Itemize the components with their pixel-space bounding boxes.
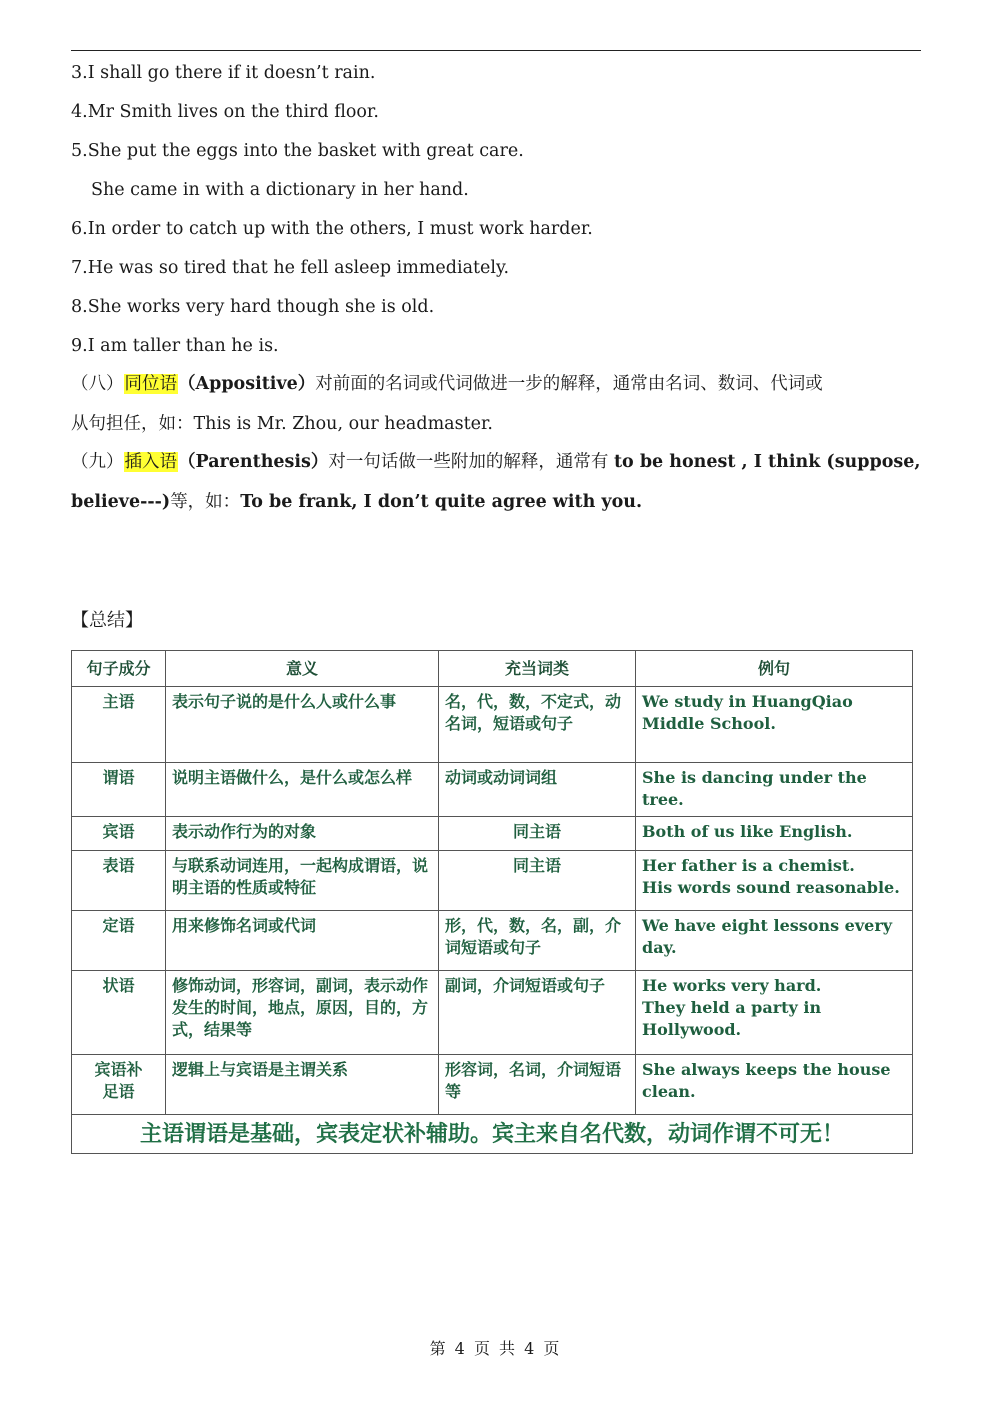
header-part: 句子成分	[72, 651, 166, 687]
table-row	[72, 911, 913, 971]
table-row	[72, 817, 913, 851]
example-cell	[636, 817, 913, 851]
meaning-cell: 逻辑上与宾语是主谓关系	[166, 1055, 439, 1115]
appositive-line	[71, 373, 823, 395]
example-cell	[636, 911, 913, 971]
table-header-row	[72, 651, 913, 687]
example-cell	[636, 1055, 913, 1115]
parenthesis-number: （九）	[71, 452, 124, 472]
parenthesis-connector: 等，如：	[170, 492, 241, 512]
sentence-part-cell: 定语	[72, 911, 166, 971]
table-row	[72, 971, 913, 1055]
word-class-cell: 形容词，名词，介词短语等	[439, 1055, 636, 1115]
sentence-part-cell: 表语	[72, 851, 166, 911]
word-class-cell: 动词或动词词组	[439, 763, 636, 817]
word-class-cell: 同主语	[439, 817, 636, 851]
parenthesis-line-2	[71, 491, 642, 513]
parenthesis-examples: to be honest , I think (suppose,	[613, 452, 921, 472]
sentence-6: 6.In order to catch up with the others, I must work harder.	[71, 219, 593, 239]
summary-title: 【总结】	[71, 610, 143, 631]
example-sentence: We have eight lessons every day.	[642, 916, 893, 957]
example-sentence: They held a party in Hollywood.	[642, 998, 822, 1039]
appositive-term: 同位语	[124, 374, 177, 394]
parenthesis-line	[71, 451, 921, 473]
example-cell	[636, 687, 913, 763]
meaning-cell: 修饰动词，形容词，副词，表示动作发生的时间，地点，原因，目的，方式，结果等	[166, 971, 439, 1055]
sentence-7: 7.He was so tired that he fell asleep immediately.	[71, 258, 510, 278]
parenthesis-believe: believe---)	[71, 492, 171, 512]
sentence-3: 3.I shall go there if it doesn’t rain.	[71, 63, 376, 83]
summary-motto: 主语谓语是基础，宾表定状补辅助。宾主来自名代数，动词作谓不可无！	[72, 1115, 913, 1154]
motto-row	[72, 1115, 913, 1154]
summary-table	[71, 650, 913, 1154]
example-sentence: He works very hard.	[642, 976, 822, 995]
meaning-cell: 说明主语做什么，是什么或怎么样	[166, 763, 439, 817]
appositive-line-2: 从句担任，如：This is Mr. Zhou, our headmaster.	[71, 414, 493, 434]
example-sentence: Her father is a chemist.	[642, 856, 855, 875]
sentence-5: 5.She put the eggs into the basket with great care.	[71, 141, 524, 161]
table-row	[72, 1055, 913, 1115]
parenthesis-description: 对一句话做一些附加的解释，通常有	[328, 452, 614, 472]
sentence-9: 9.I am taller than he is.	[71, 336, 279, 356]
header-meaning: 意义	[166, 651, 439, 687]
appositive-description: 对前面的名词或代词做进一步的解释，通常由名词、数词、代词或	[315, 374, 823, 394]
sentence-4: 4.Mr Smith lives on the third floor.	[71, 102, 379, 122]
example-cell	[636, 763, 913, 817]
example-cell	[636, 971, 913, 1055]
meaning-cell: 表示句子说的是什么人或什么事	[166, 687, 439, 763]
page-footer: 第 4 页 共 4 页	[429, 1339, 562, 1358]
header-word-class: 充当词类	[439, 651, 636, 687]
sentence-part-cell: 宾语	[72, 817, 166, 851]
meaning-cell: 表示动作行为的对象	[166, 817, 439, 851]
example-cell	[636, 851, 913, 911]
meaning-cell: 用来修饰名词或代词	[166, 911, 439, 971]
appositive-english: （Appositive）	[178, 374, 316, 394]
word-class-cell: 形，代，数，名，副，介词短语或句子	[439, 911, 636, 971]
sentence-part-cell: 宾语补足语	[72, 1055, 166, 1115]
sentence-part-cell: 状语	[72, 971, 166, 1055]
sentence-part-cell: 谓语	[72, 763, 166, 817]
sentence-part-cell: 主语	[72, 687, 166, 763]
sentence-5b: She came in with a dictionary in her hand.	[91, 180, 469, 200]
header-rule	[71, 50, 921, 51]
example-sentence: She always keeps the house clean.	[642, 1060, 891, 1101]
example-sentence: Both of us like English.	[642, 822, 853, 841]
word-class-cell: 名，代，数，不定式，动名词，短语或句子	[439, 687, 636, 763]
table-row	[72, 687, 913, 763]
word-class-cell: 副词，介词短语或句子	[439, 971, 636, 1055]
example-sentence: We study in HuangQiao Middle School.	[642, 692, 853, 733]
example-sentence: She is dancing under the tree.	[642, 768, 867, 809]
header-example: 例句	[636, 651, 913, 687]
parenthesis-english: （Parenthesis）	[178, 452, 329, 472]
table-row	[72, 851, 913, 911]
word-class-cell: 同主语	[439, 851, 636, 911]
table-row	[72, 763, 913, 817]
appositive-number: （八）	[71, 374, 124, 394]
parenthesis-term: 插入语	[124, 452, 177, 472]
meaning-cell: 与联系动词连用，一起构成谓语，说明主语的性质或特征	[166, 851, 439, 911]
example-sentence: His words sound reasonable.	[642, 878, 900, 897]
sentence-8: 8.She works very hard though she is old.	[71, 297, 435, 317]
parenthesis-example-sentence: To be frank, I don’t quite agree with you.	[240, 492, 643, 512]
